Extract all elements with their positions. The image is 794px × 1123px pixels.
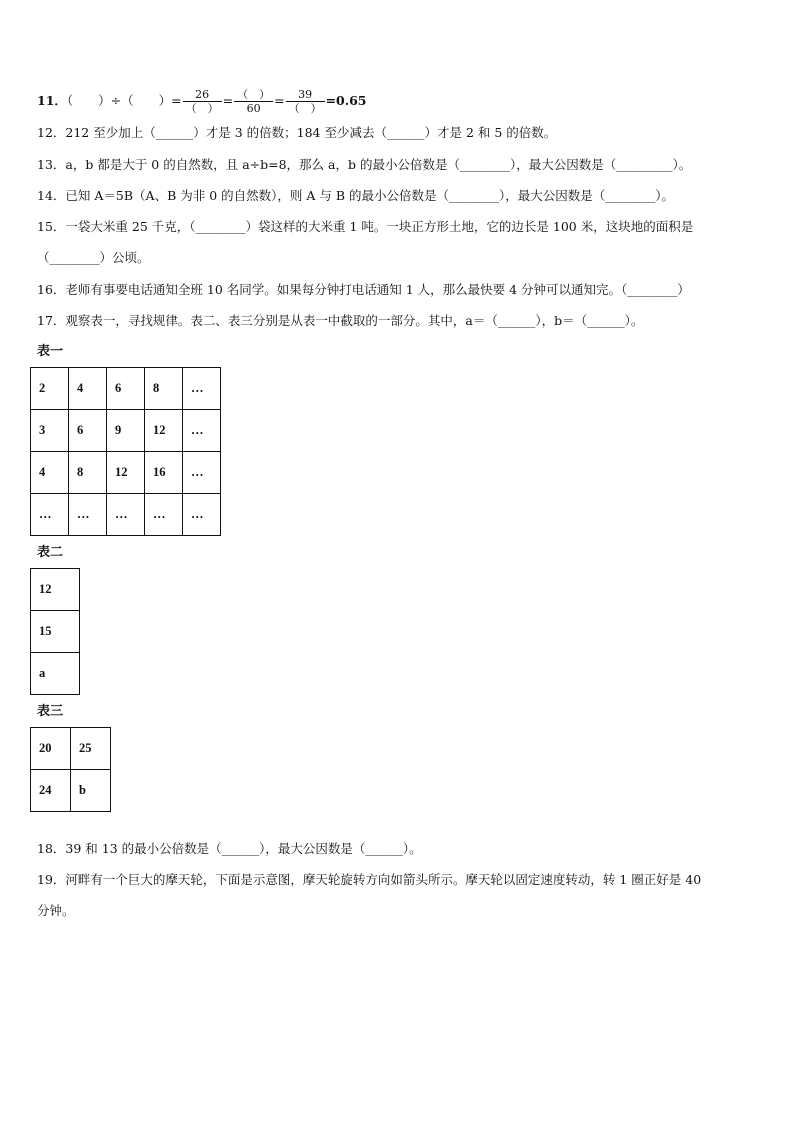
fraction-3-numerator: 39: [286, 88, 325, 102]
table-cell: 4: [69, 368, 107, 410]
table-cell: 6: [107, 368, 145, 410]
fraction-2-denominator: 60: [246, 102, 261, 115]
table-cell: …: [107, 494, 145, 536]
table-cell: …: [183, 452, 221, 494]
table-cell: 12: [107, 452, 145, 494]
fraction-1: [183, 88, 222, 115]
question-15-line-1: 15．一袋大米重 25 千克，（________）袋这样的大米重 1 吨。一块正方形土地，它的边长是 100 米，这块地的面积是: [37, 219, 694, 234]
table-3: [30, 727, 111, 812]
table-cell: 16: [145, 452, 183, 494]
question-11-lead: （ ）÷（ ）=: [66, 93, 182, 108]
table-cell: …: [183, 494, 221, 536]
table-cell: …: [69, 494, 107, 536]
equals-sign-2: =: [274, 93, 285, 108]
table-row: [31, 452, 221, 494]
table-cell: 20: [31, 728, 71, 770]
table-2-title: 表二: [37, 545, 64, 560]
table-cell: a: [31, 653, 80, 695]
table-1: [30, 367, 221, 536]
question-14: 14．已知 A＝5B（A、B 为非 0 的自然数），则 A 与 B 的最小公倍数是（________），最大公因数是（________）。: [37, 188, 674, 203]
table-cell: …: [145, 494, 183, 536]
question-19-line-1: 19．河畔有一个巨大的摩天轮，下面是示意图，摩天轮旋转方向如箭头所示。摩天轮以固定速度转动，转 1 圈正好是 40: [37, 872, 702, 887]
table-cell: …: [31, 494, 69, 536]
question-18: 18．39 和 13 的最小公倍数是（______），最大公因数是（______）。: [37, 841, 422, 856]
question-12: 12．212 至少加上（______）才是 3 的倍数；184 至少减去（______）才是 2 和 5 的倍数。: [37, 125, 557, 140]
fraction-2-numerator: （ ）: [234, 88, 273, 102]
table-cell: 8: [69, 452, 107, 494]
question-11: [37, 88, 367, 115]
table-cell: 12: [31, 569, 80, 611]
table-1-title: 表一: [37, 344, 64, 359]
table-row: [31, 770, 111, 812]
table-cell: 2: [31, 368, 69, 410]
table-cell: 24: [31, 770, 71, 812]
table-row: [31, 728, 111, 770]
question-19-line-2: 分钟。: [37, 903, 75, 918]
table-row: [31, 494, 221, 536]
table-cell: 6: [69, 410, 107, 452]
question-13: 13．a，b 都是大于 0 的自然数，且 a÷b=8，那么 a，b 的最小公倍数是（________），最大公因数是（_________）。: [37, 157, 692, 172]
table-cell: 3: [31, 410, 69, 452]
fraction-1-denominator: （ ）: [185, 102, 219, 115]
question-11-answer: =0.65: [325, 93, 367, 108]
table-row: [31, 569, 80, 611]
fraction-3: [286, 88, 325, 115]
table-cell: 25: [71, 728, 111, 770]
question-15-line-2: （________）公顷。: [37, 250, 150, 265]
question-11-number: 11．: [37, 93, 67, 108]
table-row: [31, 368, 221, 410]
equals-sign-1: =: [222, 93, 234, 108]
table-cell: 8: [145, 368, 183, 410]
table-cell: 4: [31, 452, 69, 494]
table-cell: 12: [145, 410, 183, 452]
table-cell: 15: [31, 611, 80, 653]
table-3-title: 表三: [37, 704, 64, 719]
question-16: 16．老师有事要电话通知全班 10 名同学。如果每分钟打电话通知 1 人，那么最快要 4 分钟可以通知完。（________）: [37, 282, 690, 297]
table-cell: 9: [107, 410, 145, 452]
table-row: [31, 611, 80, 653]
table-2: [30, 568, 80, 695]
table-row: [31, 410, 221, 452]
table-cell: b: [71, 770, 111, 812]
table-cell: …: [183, 368, 221, 410]
table-row: [31, 653, 80, 695]
table-cell: …: [183, 410, 221, 452]
fraction-2: [234, 88, 273, 115]
fraction-1-numerator: 26: [183, 88, 222, 102]
question-17: 17．观察表一，寻找规律。表二、表三分别是从表一中截取的一部分。其中，a＝（______），b＝（______）。: [37, 313, 644, 328]
fraction-3-denominator: （ ）: [288, 102, 322, 115]
